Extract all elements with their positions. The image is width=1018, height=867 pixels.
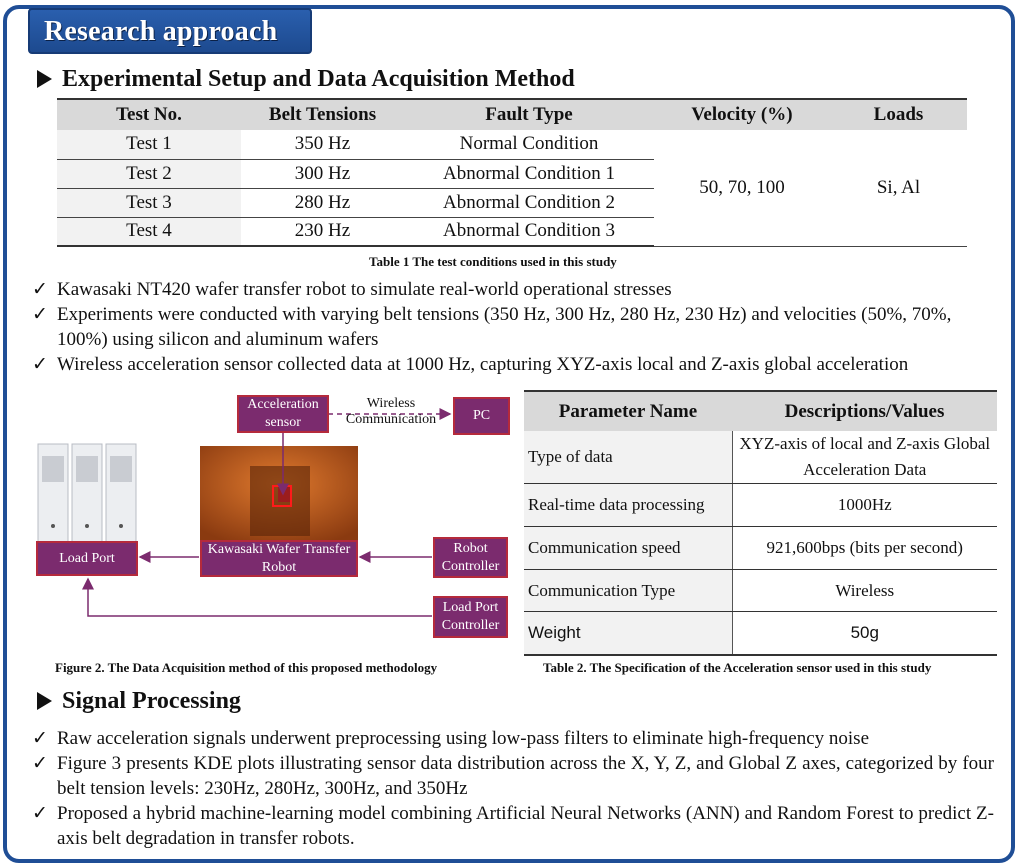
bullet-text: Wireless acceleration sensor collected data at 1000 Hz, capturing XYZ-axis local and Z-axis global acceleration bbox=[57, 354, 909, 375]
node-label: Robot Controller bbox=[441, 540, 500, 574]
node-label: Load Port bbox=[59, 550, 115, 566]
value-cell: 50g bbox=[732, 612, 997, 655]
col-header: Fault Type bbox=[404, 99, 654, 130]
list-item bbox=[28, 751, 994, 801]
bullet-text: Experiments were conducted with varying belt tensions (350 Hz, 300 Hz, 280 Hz, 230 Hz) and velocities (50%, 70%, 100%) using silicon and aluminum wafers bbox=[57, 304, 952, 350]
table-cell: Test 1 bbox=[57, 130, 241, 159]
bullet-text: Raw acceleration signals underwent preprocessing using low-pass filters to eliminate high-frequency noise bbox=[57, 728, 870, 749]
table-cell: 230 Hz bbox=[241, 217, 404, 246]
table2-caption: Table 2. The Specification of the Acceleration sensor used in this study bbox=[543, 660, 932, 675]
table-row bbox=[524, 431, 997, 484]
table-row bbox=[524, 484, 997, 527]
signal-bullet-list bbox=[28, 726, 994, 851]
value-cell: XYZ-axis of local and Z-axis Global Acceleration Data bbox=[732, 431, 997, 484]
bullet-text: Figure 3 presents KDE plots illustrating sensor data distribution across the X, Y, Z, and Global Z axes, categorized by four belt tension levels: 230Hz, 280Hz, 300Hz, and 350Hz bbox=[57, 753, 994, 799]
value-cell: 921,600bps (bits per second) bbox=[732, 527, 997, 570]
triangle-bullet-icon bbox=[37, 692, 52, 710]
node-label: PC bbox=[472, 408, 491, 423]
col-header: Loads bbox=[830, 99, 967, 130]
param-cell: Communication speed bbox=[524, 527, 732, 570]
check-icon: ✓ bbox=[32, 304, 48, 325]
table1-caption: Table 1 The test conditions used in this study bbox=[369, 254, 617, 269]
section-heading-text: Signal Processing bbox=[62, 688, 241, 714]
sensor-spec-table bbox=[524, 390, 997, 656]
table-row bbox=[524, 570, 997, 612]
table-header-row bbox=[524, 391, 997, 431]
robot-controller-node bbox=[433, 537, 508, 578]
velocity-cell: 50, 70, 100 bbox=[654, 130, 830, 246]
check-icon: ✓ bbox=[32, 728, 48, 749]
wafer-robot-node bbox=[200, 540, 358, 577]
loads-cell: Si, Al bbox=[830, 130, 967, 246]
list-item bbox=[28, 726, 994, 751]
page-title: Research approach bbox=[44, 16, 278, 47]
table-cell: Test 4 bbox=[57, 217, 241, 246]
acceleration-sensor-node bbox=[237, 395, 329, 433]
param-cell: Communication Type bbox=[524, 570, 732, 612]
param-cell: Type of data bbox=[524, 431, 732, 484]
param-cell: Weight bbox=[524, 612, 732, 655]
bullet-text: Kawasaki NT420 wafer transfer robot to simulate real-world operational stresses bbox=[57, 279, 672, 300]
load-port-node bbox=[36, 541, 138, 576]
col-header: Descriptions/Values bbox=[732, 391, 997, 431]
table-cell: 300 Hz bbox=[241, 159, 404, 188]
col-header: Parameter Name bbox=[524, 391, 732, 431]
table-row bbox=[524, 527, 997, 570]
col-header: Velocity (%) bbox=[654, 99, 830, 130]
value-cell: Wireless bbox=[732, 570, 997, 612]
check-icon: ✓ bbox=[32, 803, 48, 824]
wireless-label: Wireless Communication bbox=[345, 396, 437, 427]
table-cell: Abnormal Condition 1 bbox=[404, 159, 654, 188]
table-cell: Abnormal Condition 3 bbox=[404, 217, 654, 246]
check-icon: ✓ bbox=[32, 753, 48, 774]
section-heading-text: Experimental Setup and Data Acquisition Method bbox=[62, 66, 575, 92]
pc-node bbox=[453, 397, 510, 435]
col-header: Belt Tensions bbox=[241, 99, 404, 130]
load-port-controller-node bbox=[433, 596, 508, 638]
node-label: Kawasaki Wafer Transfer Robot bbox=[207, 541, 351, 575]
node-label: Load Port Controller bbox=[441, 600, 500, 633]
table-cell: 280 Hz bbox=[241, 188, 404, 217]
value-cell: 1000Hz bbox=[732, 484, 997, 527]
check-icon: ✓ bbox=[32, 354, 48, 375]
table-cell: Test 3 bbox=[57, 188, 241, 217]
param-cell: Real-time data processing bbox=[524, 484, 732, 527]
bullet-text: Proposed a hybrid machine-learning model combining Artificial Neural Networks (ANN) and Random Forest to predict Z-axis belt degradation in transfer robots. bbox=[57, 803, 994, 849]
table-cell: Abnormal Condition 2 bbox=[404, 188, 654, 217]
check-icon: ✓ bbox=[32, 279, 48, 300]
table-cell: Normal Condition bbox=[404, 130, 654, 159]
section-heading-signal bbox=[37, 688, 241, 715]
list-item bbox=[28, 801, 994, 851]
figure2-caption: Figure 2. The Data Acquisition method of this proposed methodology bbox=[55, 660, 438, 675]
table-cell: Test 2 bbox=[57, 159, 241, 188]
table-row bbox=[524, 612, 997, 655]
node-label: Acceleration sensor bbox=[247, 397, 319, 430]
col-header: Test No. bbox=[57, 99, 241, 130]
table-cell: 350 Hz bbox=[241, 130, 404, 159]
